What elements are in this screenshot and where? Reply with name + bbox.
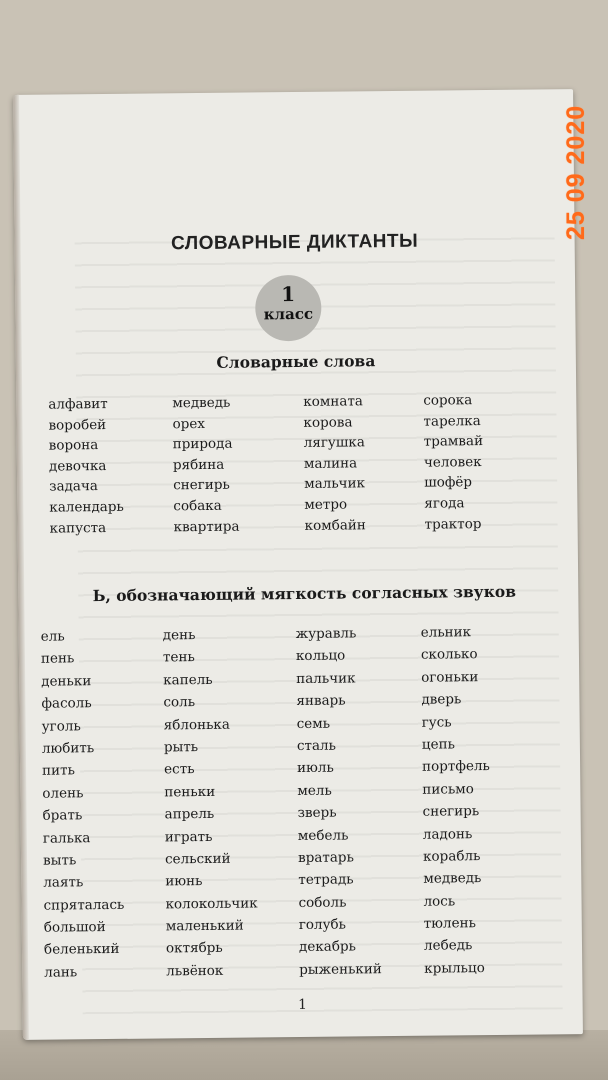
list-item: выть — [43, 852, 77, 869]
list-item: ворона — [48, 437, 99, 454]
list-item: корабль — [422, 848, 481, 865]
list-item: лось — [423, 893, 456, 910]
list-item: соль — [163, 694, 196, 711]
list-item: алфавит — [48, 395, 108, 413]
list-item: корова — [303, 414, 353, 431]
list-item: большой — [43, 919, 106, 936]
list-item: рябина — [172, 456, 225, 474]
list-item: соболь — [298, 894, 347, 911]
list-item: тень — [162, 649, 195, 666]
list-item: кольцо — [295, 647, 346, 665]
list-item: брать — [42, 807, 83, 824]
list-item: яблонька — [163, 716, 230, 733]
list-item: трактор — [424, 515, 482, 533]
list-item: сталь — [296, 737, 336, 754]
word-column-3 — [296, 622, 382, 981]
list-item: апрель — [164, 806, 215, 823]
list-item: есть — [164, 761, 195, 778]
list-item: метро — [304, 496, 348, 513]
list-item: гусь — [421, 713, 452, 731]
list-item: галька — [42, 829, 91, 847]
list-item: крыльцо — [424, 959, 485, 977]
list-item: медведь — [423, 870, 482, 888]
section-heading-soft-sign: Ь, обозначающий мягкость согласных звуков — [92, 581, 517, 606]
list-item: медведь — [172, 394, 231, 412]
section-heading-vocabulary: Словарные слова — [216, 351, 376, 372]
list-item: мальчик — [304, 475, 366, 493]
word-column-2 — [172, 393, 239, 538]
grade-number: 1 — [281, 282, 296, 307]
list-item: человек — [423, 453, 482, 471]
list-item: тетрадь — [298, 871, 354, 889]
date-stamp: 25 09 2020 — [562, 104, 590, 240]
list-item: пальчик — [296, 670, 356, 687]
list-item: сколько — [420, 646, 478, 664]
list-item: письмо — [422, 780, 474, 798]
list-item: дверь — [421, 691, 462, 708]
list-item: семь — [296, 715, 331, 732]
list-item: лань — [44, 964, 78, 981]
word-column-1 — [48, 394, 124, 539]
word-column-3 — [303, 391, 366, 536]
list-item: комбайн — [304, 516, 366, 534]
list-item: комната — [303, 393, 364, 410]
list-item: сельский — [164, 850, 231, 868]
list-item: олень — [42, 784, 84, 802]
list-item: портфель — [422, 758, 490, 776]
list-item: тарелка — [423, 412, 481, 430]
list-item: ягода — [424, 495, 465, 512]
list-item: лебедь — [423, 937, 473, 955]
list-item: задача — [49, 478, 99, 495]
list-item: декабрь — [298, 938, 357, 956]
list-item: собака — [173, 497, 222, 515]
page-title: СЛОВАРНЫЕ ДИКТАНТЫ — [170, 230, 419, 255]
list-item: пить — [42, 762, 76, 780]
grade-badge — [255, 275, 322, 342]
list-item: мебель — [297, 827, 349, 844]
list-item: июнь — [165, 873, 203, 890]
list-item: беленький — [43, 941, 120, 959]
list-item: фасоль — [41, 695, 92, 712]
list-item: журавль — [295, 625, 357, 643]
list-item: квартира — [173, 518, 240, 535]
list-item: девочка — [48, 457, 107, 475]
list-item: вратарь — [297, 849, 354, 866]
list-item: малина — [303, 455, 358, 472]
grade-label: класс — [263, 304, 314, 324]
list-item: капель — [163, 671, 213, 689]
book-page — [13, 89, 583, 1040]
list-item: голубь — [298, 916, 347, 934]
list-item: играть — [164, 828, 213, 845]
list-item: зверь — [297, 804, 337, 822]
list-item: маленький — [165, 917, 244, 935]
list-item: деньки — [41, 672, 92, 690]
list-item: январь — [296, 692, 346, 710]
list-item: мель — [297, 782, 332, 799]
list-item: пень — [40, 650, 75, 668]
list-item: трамвай — [423, 433, 484, 450]
list-item: уголь — [41, 717, 81, 735]
list-item: колокольчик — [165, 895, 258, 913]
list-item: львёнок — [166, 962, 224, 980]
list-item: тюлень — [423, 915, 476, 932]
list-item: рыть — [163, 739, 199, 756]
list-item: капуста — [49, 519, 107, 537]
word-column-4 — [423, 390, 484, 535]
list-item: природа — [172, 435, 233, 453]
list-item: цепь — [421, 736, 456, 753]
list-item: снегирь — [173, 477, 230, 494]
list-item: снегирь — [422, 803, 480, 820]
word-column-1 — [41, 625, 126, 984]
list-item: шофёр — [424, 474, 473, 492]
list-item: спряталась — [43, 896, 125, 914]
list-item: день — [162, 627, 196, 644]
word-column-2 — [163, 623, 259, 982]
list-item: календарь — [49, 498, 124, 516]
list-item: лягушка — [303, 434, 365, 452]
list-item: пеньки — [164, 783, 216, 801]
list-item: июль — [297, 759, 334, 777]
list-item: ель — [40, 628, 65, 645]
list-item: огоньки — [421, 668, 479, 686]
list-item: сорока — [423, 392, 473, 409]
word-column-4 — [421, 621, 492, 980]
list-item: ельник — [420, 624, 472, 641]
list-item: рыженький — [299, 961, 382, 978]
list-item: лаять — [43, 874, 84, 891]
list-item: орех — [172, 415, 205, 432]
list-item: октябрь — [165, 940, 223, 957]
list-item: воробей — [48, 416, 107, 434]
list-item: любить — [41, 740, 95, 757]
page-number: 1 — [298, 996, 308, 1014]
list-item: ладонь — [422, 825, 473, 843]
